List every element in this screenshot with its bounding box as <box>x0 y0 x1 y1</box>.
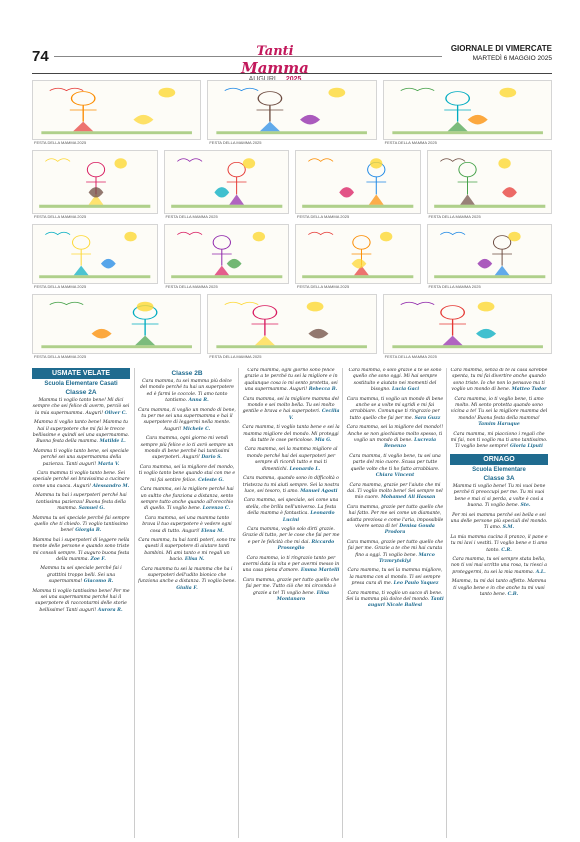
letter-paragraph <box>242 556 340 575</box>
drawing-caption: FESTA DELLA MAMMA 2025 <box>384 140 437 145</box>
section-heading: USMATE VELATE <box>32 368 130 379</box>
letter-text: Cara mamma, sei la migliore mamma del mondo e sei molto bella. Tu sei molto gentile e brava e hai superpoteri. <box>242 396 339 415</box>
column-3 <box>242 368 340 838</box>
drawing-caption: FESTA DELLA MAMMA 2025 <box>34 284 87 289</box>
letter-paragraph <box>242 476 340 495</box>
letter-signature: Gloria Liputi <box>509 444 543 450</box>
child-drawing <box>207 80 376 140</box>
letter-paragraph <box>242 425 340 444</box>
letter-text: Cara mamma tu sei la mamma che ha i superpoteri dell'udito bionico che funziona anche a distanza. Ti voglio bene. <box>138 566 236 585</box>
child-drawing <box>427 224 553 284</box>
drawing-caption: FESTA DELLA MAMMA 2025 <box>428 284 481 289</box>
drawing-caption: FESTA DELLA MAMMA 2025 <box>209 354 262 359</box>
letter-paragraph <box>346 568 444 587</box>
child-drawing <box>295 224 421 284</box>
drawing-caption: FESTA DELLA MAMMA 2025 <box>34 140 87 145</box>
letter-signature: Cecilia V. <box>288 409 340 421</box>
letter-signature: Mia G. <box>314 438 332 444</box>
letter-text: Cara mamma, tu hai tanti poteri, sono tra questi il superpotere di aiutare tanti bambini. Mi ami tanto e mi regali un bacio. <box>138 537 236 563</box>
child-drawing <box>32 294 201 354</box>
letter-text: Mamma tu hai i superpoteri perché hai tantissima pazienza! Buona festa della mamma. <box>35 493 127 512</box>
letter-paragraph <box>138 567 236 593</box>
letter-text: Cara mamma, grazie per tutto quello che hai fatto. Per me sei come un diamante, adatta preziosa e come l'aria, impossibile vivere senza di te! <box>346 504 444 529</box>
newspaper-name: GIORNALE DI VIMERCATE <box>450 44 552 53</box>
letter-text: Cara mamma, sei la migliore perché hai un sultto che funziona a distanza, sento sempre tutto anche quando all'orecchio di quello. Ti voglio bene. <box>140 487 234 512</box>
letter-signature: Tanti auguri Nicole Ballesi <box>367 597 444 609</box>
letter-paragraph <box>346 483 444 502</box>
letter-text: Cara mamma, io ti ringrazio tanto per avermi data la vita e per avermi messo in una casa piena d'amore. <box>242 555 340 574</box>
letter-paragraph <box>450 557 548 576</box>
letter-text: Mamma, tu mi dai tanto affetto. Mamma ti voglio bene e in che anche tu mi vuoi tanto bene. <box>451 579 547 597</box>
letter-paragraph <box>450 432 548 451</box>
letter-signature: Zoe F. <box>90 556 106 562</box>
letter-text: Mamma ti voglio tanto bene! Mamma tu hai il superpotere che mi fai le trecce bellissime e quindi sei una supermamma. Buona festa della mamma. <box>32 420 130 445</box>
letter-signature: Riccardo Prosseglio <box>277 539 335 552</box>
letter-text: Cara mamma, senza di te la casa sarebbe spenta, tu mi fai divertire anche quando sono triste. Io che non lo pensavo ma ti voglio un mondo di bene. <box>450 368 548 393</box>
letter-text: Mamma tu sei speciale perché fai sempre quello che ti chiedo. Ti voglio tantissimo bene! <box>32 515 130 534</box>
letter-signature: Leo Paulo Yaquez <box>393 581 439 587</box>
letter-text: Cara mamma, o solo grazie a te se sono quello che sono oggi. Mi hai sempre sostituito e aiutato nei momenti del bisogno. <box>348 368 442 393</box>
letter-signature: Samuel G. <box>78 506 105 512</box>
child-drawing <box>32 224 158 284</box>
letter-text: Cara mamma, sei la migliore del mondo, ti voglio tanto bene quando stai con me e mi fai sentire felice. <box>138 464 236 483</box>
letter-text: Cara mamma, ogni giorno mi vendi sempre più felice e io ti avrò sempre un mondo di bene perché hai tantissimi superpoteri. Auguri! <box>140 436 234 461</box>
letter-text: Mamma ti voglio tanto bene, sei speciale perché sei una supermamma della pazienza. Tanti auguri! <box>33 448 129 467</box>
drawing-caption: FESTA DELLA MAMMA 2025 <box>428 214 481 219</box>
letter-paragraph <box>32 420 130 446</box>
letter-signature: Matilde L. <box>99 439 126 445</box>
class-heading: Classe 2A <box>65 389 97 396</box>
logo-line1: Tanti <box>256 44 294 59</box>
letter-paragraph <box>138 487 236 513</box>
letter-signature: Lucia Gaci <box>391 387 420 393</box>
letter-paragraph <box>346 505 444 537</box>
letter-signature: Anna R. <box>188 398 209 404</box>
letter-paragraph <box>138 379 236 405</box>
letter-signature: C.B. <box>507 591 519 597</box>
child-drawing <box>427 150 553 214</box>
letter-text: Mamma ti voglio tanto bene! Mi dici sempre che sei felice di averm, perciò sei la mia supermamma. Auguri! <box>32 398 130 416</box>
letter-text: Cara mamma ti voglio tanto bene. Sei speciale perché sei bravissima a cucinare come una cuoca. Auguri! <box>32 471 130 489</box>
letter-text: Cara mamma, sei la mamma migliore al mondo perché hai dei superpoteri per sempre di ricordi tutto e mai ti dimentichi. <box>244 447 338 472</box>
letter-paragraph <box>346 425 444 451</box>
letter-text: Mamma hai i superpoteri di leggere nella mente delle persone e quando sono triste mi consoli sempre. Ti auguro buona festa della mamma. <box>32 537 130 562</box>
letter-signature: Alessandro M. <box>92 483 130 489</box>
letter-text: Cara mamma, grazie per tutto quello che fai per me. Grazie a te che mi hai curata fino a oggi. Ti voglio bene. <box>346 539 444 558</box>
child-drawing <box>32 80 201 140</box>
drawing-caption: FESTA DELLA MAMMA 2025 <box>209 140 262 145</box>
letter-paragraph <box>450 484 548 510</box>
letter-text: Cara mamma, ogni giorno sono felice grazie a te perché tu sei la migliore e in qualunque cosa io mi sento protetta, sei una supermamma. Auguri! <box>244 368 338 393</box>
letter-signature: Oliver C. <box>104 410 127 416</box>
letter-paragraph <box>32 471 130 490</box>
letter-paragraph <box>346 397 444 423</box>
newspaper-date: MARTEDÌ 6 MAGGIO 2025 <box>472 55 552 62</box>
letter-paragraph <box>346 368 444 394</box>
letter-signature: Giacomo R. <box>83 579 114 585</box>
letter-paragraph <box>346 540 444 566</box>
letter-signature: Aurora R. <box>97 607 123 613</box>
letter-text: Cara mamma, tu sei la mamma migliore, la mamma con al mondo. Ti sei sempre presa cura di me. <box>347 568 443 587</box>
letter-text: Cara mamma, quando sono in difficoltà o tristezza tu mi aiuti sempre. Sei la nostra luce, sei tesoro, ti amo. <box>242 476 340 494</box>
letter-signature: Ste. <box>520 503 531 509</box>
letter-paragraph <box>346 591 444 610</box>
letter-signature: A.L. <box>535 569 546 575</box>
letter-signature: Leonardo Lucini <box>282 511 335 523</box>
letter-signature: Marta V. <box>97 461 120 467</box>
letter-text: Cara mamma, mi piacciono i regali che mi fai, non ti voglio ma ti amo tantissimo. Ti voglio bene sempre! <box>450 431 548 450</box>
letter-signature: Lorenzo C. <box>202 506 231 512</box>
letter-signature: Michele C. <box>182 426 211 432</box>
letters-list <box>346 368 444 610</box>
letter-paragraph <box>32 589 130 615</box>
letter-paragraph <box>32 493 130 512</box>
letter-paragraph <box>450 397 548 429</box>
letter-text: Cara mamma, grazie per tutto quello che fai per me. Tutto ciò che mi circonda è grazie a te! Ti voglio bene. <box>242 577 340 596</box>
letters-list <box>450 368 548 451</box>
class-heading: Classe 2B <box>171 370 203 377</box>
letter-paragraph <box>242 397 340 423</box>
letter-signature: Marco Trzmrytsklyi <box>378 552 435 564</box>
child-drawing <box>164 150 290 214</box>
letters-list <box>138 379 236 592</box>
letter-signature: Leonardo L. <box>289 466 321 472</box>
drawing-caption: FESTA DELLA MAMMA 2025 <box>165 214 218 219</box>
letter-paragraph <box>242 498 340 524</box>
letter-paragraph <box>138 408 236 434</box>
letters-list <box>242 368 340 603</box>
letter-text: Cara mamma, ti voglio un mondo di bene, tu per me sei una supermamma e hai il superpotere di leggermi nella mente. Auguri! <box>138 407 236 432</box>
letter-text: Cara mamma, ti voglio tanta bene e sei la mamma migliore del mondo. Mi proteggi da tutte le cose pericolose. <box>242 425 340 444</box>
letter-paragraph <box>242 578 340 604</box>
drawing-caption: FESTA DELLA MAMMA 2025 <box>34 354 87 359</box>
letter-text: Cara mamma, grazie per l'aiuto che mi dai. Ti voglio molto bene! Sei sempre nel mio cuore. <box>347 482 443 501</box>
column-5 <box>450 368 548 838</box>
class-heading: Classe 3A <box>483 474 515 482</box>
letter-signature: Chiara Vincent <box>375 473 415 479</box>
letter-paragraph <box>32 538 130 564</box>
letter-signature: Elisa N. <box>184 557 205 563</box>
children-drawings-grid <box>32 80 552 363</box>
child-drawing <box>383 80 552 140</box>
drawing-caption: FESTA DELLA MAMMA 2025 <box>34 214 87 219</box>
letter-text: Cara mamma, ti voglio bene, tu sei una parte del mio cuore. Scusa per tutte quelle volte che ti ho fatto arrabbiare. <box>349 453 441 472</box>
letter-signature: Matteo Tudor <box>511 387 547 393</box>
letters-list <box>450 484 548 599</box>
letter-signature: Elena M. <box>201 528 224 534</box>
letter-text: Cara mamma, voglio solo dirti grazie. Grazie di tutto, per le cose che fai per me e per le felicità che mi dai. <box>242 526 340 545</box>
letter-paragraph <box>138 516 236 535</box>
letter-paragraph <box>450 513 548 532</box>
child-drawing <box>32 150 158 214</box>
page-header <box>32 44 552 77</box>
letter-text: Cara mamma, tu sei mamma più dolce del mondo perché tu hai un superpotere ed è farmi le coccole. Ti amo tanto tantismo. <box>139 379 235 404</box>
drawing-caption: FESTA DELLA MAMMA 2025 <box>165 284 218 289</box>
letter-paragraph <box>138 538 236 564</box>
letter-text: Mamma ti voglio bene! Tu mi vuoi bene perché ti preoccupi per me. Tu mi vuoi bene e mai ci si perda, a volte è così a buona. Ti voglio bene. <box>452 483 546 509</box>
letter-signature: C.R. <box>501 547 512 553</box>
letter-paragraph <box>32 566 130 585</box>
letter-text: La mia mamma cucina il pranzo, il pane e tu mi lavi i vestiti. Ti voglio bene e ti amo tanto. <box>450 534 548 553</box>
letter-paragraph <box>346 454 444 480</box>
letter-paragraph <box>138 465 236 484</box>
logo-line2: Mamma <box>241 59 309 77</box>
letters-list <box>32 398 130 614</box>
letter-signature: Giulia F. <box>176 585 198 591</box>
letter-paragraph <box>32 449 130 468</box>
letter-text: Cara mamma, ti voglio un sacco di bene. Sei la mamma più dolce del mondo. <box>346 590 443 602</box>
letter-paragraph <box>32 516 130 535</box>
letter-paragraph <box>138 436 236 462</box>
school-name: Scuola Elementare <box>472 466 526 473</box>
letter-paragraph <box>242 527 340 553</box>
letter-signature: Lucrezia Benenzo <box>383 438 437 450</box>
drawing-caption: FESTA DELLA MAMMA 2025 <box>297 284 350 289</box>
letter-text: Cara mamma, tu sei sempre stata bella, non ti voi mai scritto una rosa, tu riesci a proteggermi, tu sei la mia mamma. <box>450 556 548 575</box>
letter-text: Cara mamma, sei speciale, sei come una stella, che brilla nell'universo. La festa della mamma è fantastica. <box>243 498 339 517</box>
child-drawing <box>207 294 376 354</box>
letter-paragraph <box>242 447 340 473</box>
letter-paragraph <box>32 398 130 417</box>
letter-text: Cara mamma, sei una mamma tanto brava il tuo superpotere è vedere ogni cosa di tutto. Auguri! <box>142 515 232 534</box>
letter-paragraph <box>450 535 548 554</box>
letter-signature: Giorgia B. <box>75 528 102 534</box>
letter-signature: Manuel Agosti <box>300 488 338 494</box>
letter-signature: Celeste G. <box>198 477 224 483</box>
letters-columns <box>32 368 552 838</box>
letter-signature: S.M. <box>502 525 515 531</box>
letter-text: Mamma tu sei speciale perché fai i gratttini troppo belli. Sei una supermamma! <box>40 566 122 585</box>
tanti-auguri-mamma-logo <box>235 44 315 83</box>
letter-paragraph <box>450 368 548 394</box>
letter-text: Mamma ti voglio tantissimo bene! Per me sei una supermamma perché hai il superpotere di raccontarmi delle storie bellissime! Tanti auguri! <box>32 588 130 613</box>
letter-signature: Tamim Haruque <box>478 422 520 428</box>
school-name: Scuola Elementare Casati <box>44 381 118 387</box>
letter-signature: Dario S. <box>201 455 222 461</box>
child-drawing <box>383 294 552 354</box>
letter-signature: Emma Martelli <box>300 568 340 574</box>
drawing-caption: FESTA DELLA MAMMA 2025 <box>384 354 437 359</box>
letter-signature: Mohamed Ali Hassan <box>380 495 436 501</box>
page-number: 74 <box>32 48 49 65</box>
letter-signature: Rebecca B. <box>308 387 338 393</box>
drawing-caption: FESTA DELLA MAMMA 2025 <box>297 214 350 219</box>
letter-signature: Sara Guzz <box>414 415 441 421</box>
letter-text: Cara mamma, ti voglio un mondo di bene anche se a volte mi sgridi e mi fai arrabbiare. Comunque ti ringrazio per tutto quello che fai per me. <box>346 396 444 421</box>
letter-paragraph <box>450 579 548 598</box>
letter-signature: Denisa Gouda Prodora <box>384 523 435 536</box>
column-4 <box>346 368 444 838</box>
letter-text: Cara mamma, sei la migliore del mondo!! Anche se non giochiamo molto spesso, ti voglio un mondo di bene. <box>346 425 444 444</box>
newspaper-masthead <box>451 44 552 64</box>
section-heading: ORNAGO <box>450 454 548 465</box>
child-drawing <box>164 224 290 284</box>
column-2 <box>138 368 236 838</box>
letter-paragraph <box>242 368 340 394</box>
letter-text: Cara mamma, io ti voglio bene, ti amo molto. Mi sento protetta quando sono vicina a te! Tu sei la migliore mamma del mondo! Buona festa della mamma! <box>450 396 548 421</box>
letter-text: Per mi sei mamma perché sei bella e sei una delle persone più speciali del mondo. Ti amo. <box>450 512 548 531</box>
column-1 <box>32 368 130 838</box>
child-drawing <box>295 150 421 214</box>
letter-signature: Elisa Montanaro <box>276 590 330 602</box>
